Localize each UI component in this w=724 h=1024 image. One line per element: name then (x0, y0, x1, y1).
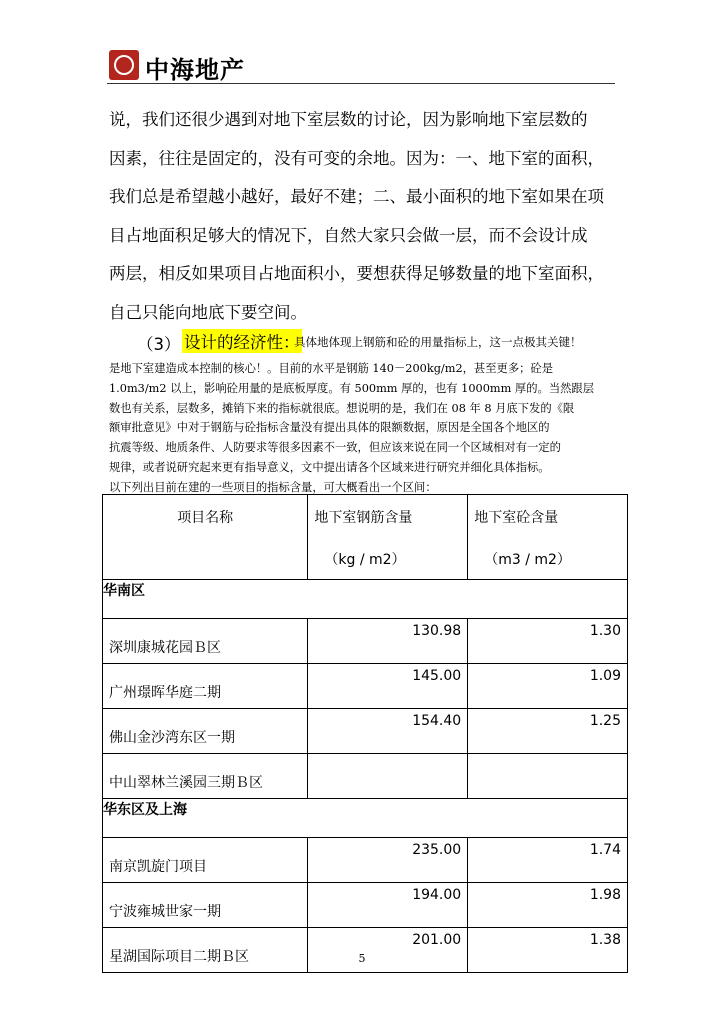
small-line: 额审批意见》中对于钢筋与砼指标含量没有提出具体的限额数据，原因是全国各个地区的 (109, 421, 550, 435)
region-name: 华东区及上海 (103, 799, 628, 838)
header-concrete-unit: （m3 / m2） (484, 552, 571, 568)
header-project-name (103, 495, 308, 580)
table-row (103, 838, 628, 883)
page-number: 5 (358, 952, 366, 965)
section-heading (109, 331, 629, 353)
header-steel (308, 495, 468, 580)
small-paragraph (109, 359, 624, 498)
indicator-table (102, 494, 628, 973)
project-name: 深圳康城花园Ｂ区 (103, 619, 308, 664)
header-steel-title: 地下室钢筋含量 (314, 510, 413, 526)
concrete-value: 1.74 (468, 838, 628, 883)
project-name: 星湖国际项目二期Ｂ区 (103, 928, 308, 973)
table-header-row (103, 495, 628, 580)
steel-value: 235.00 (308, 838, 468, 883)
concrete-value: 1.09 (468, 664, 628, 709)
table-row (103, 619, 628, 664)
project-name: 宁波雍城世家一期 (103, 883, 308, 928)
concrete-value: 1.38 (468, 928, 628, 973)
header-rule (107, 83, 615, 84)
small-line: 抗震等级、地质条件、人防要求等很多因素不一致，但应该来说在同一个区域相对有一定的 (109, 441, 561, 455)
header-concrete-title: 地下室砼含量 (474, 510, 559, 526)
concrete-value: 1.25 (468, 709, 628, 754)
concrete-value: 1.98 (468, 883, 628, 928)
small-line: 以下列出目前在建的一些项目的指标含量，可大概看出一个区间： (109, 480, 437, 494)
small-line: 规律，或者说研究起来更有指导意义，文中提出请各个区域来进行研究并细化具体指标。 (109, 460, 550, 474)
paragraph-line: 目占地面积足够大的情况下，自然大家只会做一层，而不会设计成 (109, 225, 588, 245)
region-row (103, 580, 628, 619)
project-name: 南京凯旋门项目 (103, 838, 308, 883)
small-line: 数也有关系，层数多，摊销下来的指标就很底。想说明的是，我们在 08 年 8 月底下发的《限 (109, 401, 575, 415)
steel-value: 154.40 (308, 709, 468, 754)
paragraph-line: 说，我们还很少遇到对地下室层数的讨论，因为影响地下室层数的 (109, 110, 588, 129)
project-name: 中山翠林兰溪园三期Ｂ区 (103, 754, 308, 799)
concrete-value: 1.30 (468, 619, 628, 664)
header-concrete (468, 495, 628, 580)
table-row (103, 883, 628, 928)
section-tail-text: 具体地体现上钢筋和砼的用量指标上，这一点极其关键！ (294, 335, 582, 349)
project-name: 广州璟晖华庭二期 (103, 664, 308, 709)
section-number: （3） (137, 335, 181, 354)
paragraph-line: 因素，往往是固定的，没有可变的余地。因为：一、地下室的面积， (109, 148, 604, 168)
header-project-name-label: 项目名称 (177, 510, 234, 526)
steel-value: 201.00 (308, 928, 468, 973)
paragraph-line: 两层，相反如果项目占地面积小，要想获得足够数量的地下室面积， (109, 264, 604, 284)
steel-value: 194.00 (308, 883, 468, 928)
section-title-text: 设计的经济性 (184, 333, 283, 352)
concrete-value (468, 754, 628, 799)
small-line: 是地下室建造成本控制的核心！。目前的水平是钢筋 140－200kg/m2，甚至更多；砼是 (109, 362, 554, 375)
region-name: 华南区 (103, 580, 628, 619)
steel-value: 145.00 (308, 664, 468, 709)
table-row (103, 709, 628, 754)
paragraph-line: 我们总是希望越小越好，最好不建；二、最小面积的地下室如果在项 (109, 187, 604, 207)
table-row (103, 754, 628, 799)
page-header (107, 48, 615, 88)
steel-value: 130.98 (308, 619, 468, 664)
region-row (103, 799, 628, 838)
company-logo-icon (109, 50, 139, 80)
section-colon: ： (283, 333, 300, 352)
section-title (182, 329, 302, 353)
company-name: 中海地产 (145, 56, 245, 84)
paragraph-line: 自己只能向地底下要空间。 (109, 302, 307, 322)
steel-value (308, 754, 468, 799)
body-paragraph (109, 101, 629, 333)
table-row (103, 928, 628, 973)
small-line: 1.0m3/m2 以上，影响砼用量的是底板厚度。有 500mm 厚的，也有 1000mm 厚的。当然跟层 (109, 381, 595, 395)
header-steel-unit: （kg / m2） (324, 552, 406, 568)
table-row (103, 664, 628, 709)
project-name: 佛山金沙湾东区一期 (103, 709, 308, 754)
